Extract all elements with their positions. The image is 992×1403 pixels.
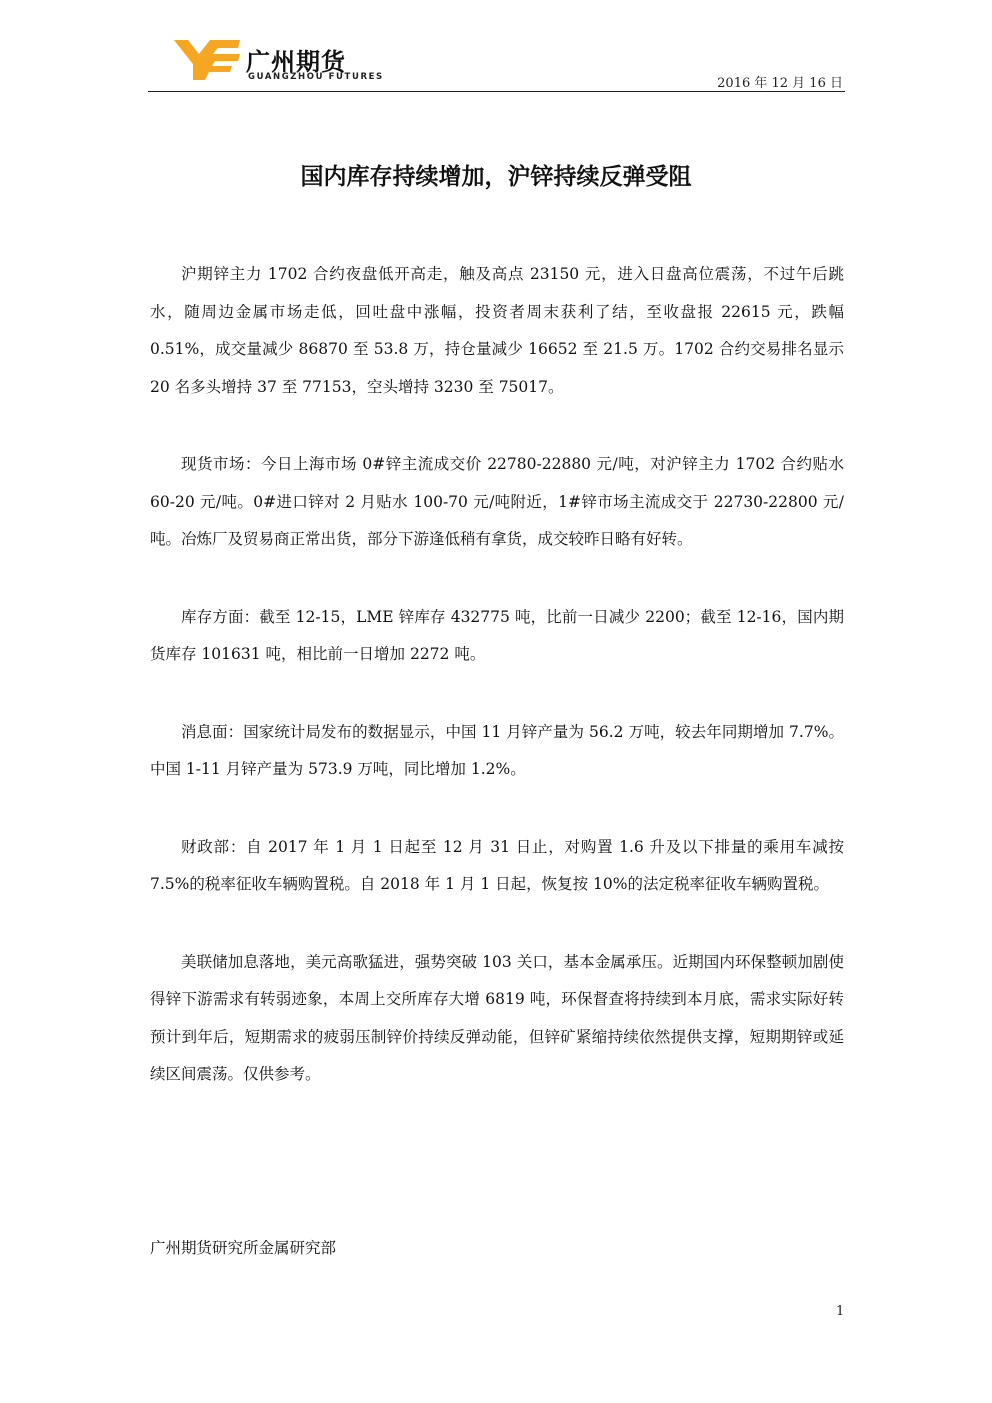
company-logo [172, 38, 384, 84]
paragraph-spot-market: 现货市场：今日上海市场 0#锌主流成交价 22780-22880 元/吨，对沪锌主力 1702 合约贴水 60-20 元/吨。0#进口锌对 2 月贴水 100-70 元/吨附近，1#锌市场主流成交于 22730-22800 元/吨。冶炼厂及贸易商正常出货，部分下游逢低稍有拿货，成交较昨日略有好转。 [150, 455, 844, 548]
page-number: 1 [836, 1304, 845, 1319]
report-date: 2016 年 12 月 16 日 [717, 76, 843, 91]
header-divider [148, 91, 845, 92]
logo-english-name: GUANGZHOU FUTURES [248, 72, 384, 82]
paragraph-futures-market: 沪期锌主力 1702 合约夜盘低开高走，触及高点 23150 元，进入日盘高位震荡，不过午后跳水，随周边金属市场走低，回吐盘中涨幅，投资者周末获利了结，至收盘报 22615 元，跌幅 0.51%，成交量减少 86870 至 53.8 万，持仓量减少 16652 至 21.5 万。1702 合约交易排名显示 20 名多头增持 37 至 77153，空头增持 3230 至 75017。 [150, 265, 844, 396]
document-title: 国内库存持续增加，沪锌持续反弹受阻 [300, 164, 692, 190]
document-body [150, 256, 844, 1134]
paragraph-finance-ministry: 财政部：自 2017 年 1 月 1 日起至 12 月 31 日止，对购置 1.6 升及以下排量的乘用车减按 7.5%的税率征收车辆购置税。自 2018 年 1 月 1 日起，恢复按 10%的法定税率征收车辆购置税。 [150, 837, 844, 893]
author-signature: 广州期货研究所金属研究部 [150, 1239, 337, 1257]
logo-chinese-name: 广州期货 [246, 48, 346, 76]
paragraph-news: 消息面：国家统计局发布的数据显示，中国 11 月锌产量为 56.2 万吨，较去年同期增加 7.7%。中国 1-11 月锌产量为 573.9 万吨，同比增加 1.2%。 [150, 722, 844, 778]
yf-logo-icon [172, 38, 242, 82]
page-header [148, 28, 845, 94]
paragraph-outlook: 美联储加息落地，美元高歌猛进，强势突破 103 关口，基本金属承压。近期国内环保整顿加剧使得锌下游需求有转弱迹象，本周上交所库存大增 6819 吨，环保督查将持续到本月底，需求实际好转预计到年后，短期需求的疲弱压制锌价持续反弹动能，但锌矿紧缩持续依然提供支撑，短期期锌或延续区间震荡。仅供参考。 [150, 952, 844, 1083]
paragraph-inventory: 库存方面：截至 12-15，LME 锌库存 432775 吨，比前一日减少 2200；截至 12-16，国内期货库存 101631 吨，相比前一日增加 2272 吨。 [150, 607, 844, 663]
